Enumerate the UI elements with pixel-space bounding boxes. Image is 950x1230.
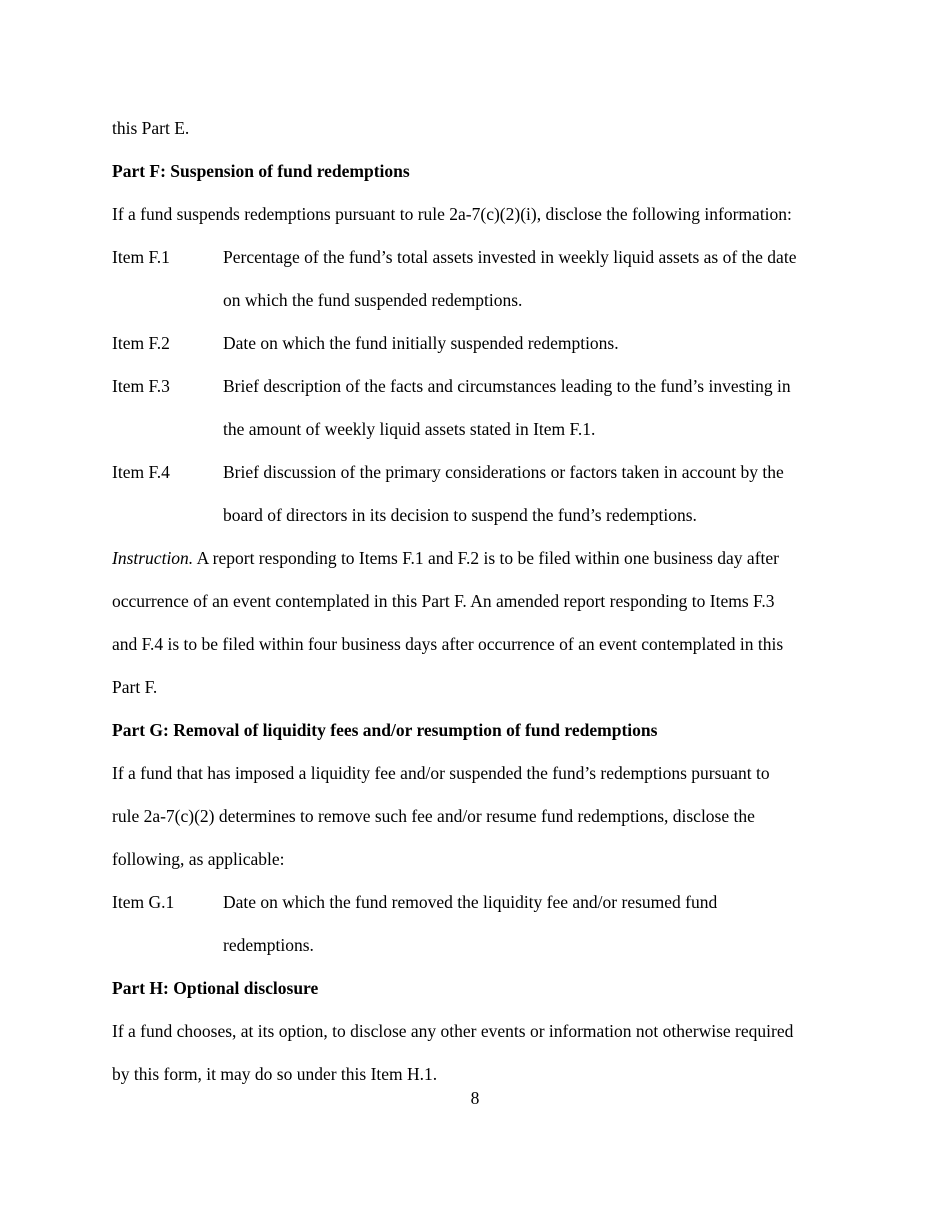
item-f4-line-1: Brief discussion of the primary considerations or factors taken in account by the [223,462,784,482]
intro-tail: this Part E. [112,118,190,138]
item-f1-line-1: Percentage of the fund’s total assets invested in weekly liquid assets as of the date [223,247,797,267]
item-f2-label: Item F.2 [112,333,170,353]
item-f4 [112,451,840,537]
instruction-line-4: Part F. [112,677,158,697]
item-f1 [112,236,840,322]
part-h-body-line-2: by this form, it may do so under this Item H.1. [112,1064,438,1084]
part-g-intro-line-2: rule 2a-7(c)(2) determines to remove such fee and/or resume fund redemptions, disclose the [112,806,755,826]
instruction-label: Instruction. [112,548,194,568]
item-f1-line-2: on which the fund suspended redemptions. [223,290,523,310]
item-f2-line-1: Date on which the fund initially suspended redemptions. [223,333,619,353]
part-h-body-line-1: If a fund chooses, at its option, to disclose any other events or information not otherwise required [112,1021,794,1041]
part-g-heading: Part G: Removal of liquidity fees and/or resumption of fund redemptions [112,720,658,740]
instruction-line-3: and F.4 is to be filed within four business days after occurrence of an event contemplated in this [112,634,784,654]
item-g1-line-1: Date on which the fund removed the liquidity fee and/or resumed fund [223,892,718,912]
part-g-intro-line-1: If a fund that has imposed a liquidity fee and/or suspended the fund’s redemptions pursuant to [112,763,770,783]
instruction-line-1 [112,537,840,580]
item-f4-line-2: board of directors in its decision to suspend the fund’s redemptions. [223,505,697,525]
item-f3-line-2: the amount of weekly liquid assets stated in Item F.1. [223,419,596,439]
part-g-intro-line-3: following, as applicable: [112,849,285,869]
instruction-text-1: A report responding to Items F.1 and F.2 is to be filed within one business day after [193,548,779,568]
instruction-line-2: occurrence of an event contemplated in this Part F. An amended report responding to Items F.3 [112,591,775,611]
item-f3 [112,365,840,451]
part-h-heading: Part H: Optional disclosure [112,978,319,998]
item-f3-line-1: Brief description of the facts and circumstances leading to the fund’s investing in [223,376,791,396]
item-f2 [112,322,840,365]
document-page [112,107,840,1096]
item-f3-label: Item F.3 [112,376,170,396]
part-f-heading: Part F: Suspension of fund redemptions [112,161,410,181]
item-g1-label: Item G.1 [112,892,175,912]
page-number: 8 [470,1088,480,1108]
item-g1 [112,881,840,967]
part-f-intro: If a fund suspends redemptions pursuant to rule 2a-7(c)(2)(i), disclose the following information: [112,204,792,224]
item-f4-label: Item F.4 [112,462,170,482]
item-g1-line-2: redemptions. [223,935,314,955]
item-f1-label: Item F.1 [112,247,170,267]
